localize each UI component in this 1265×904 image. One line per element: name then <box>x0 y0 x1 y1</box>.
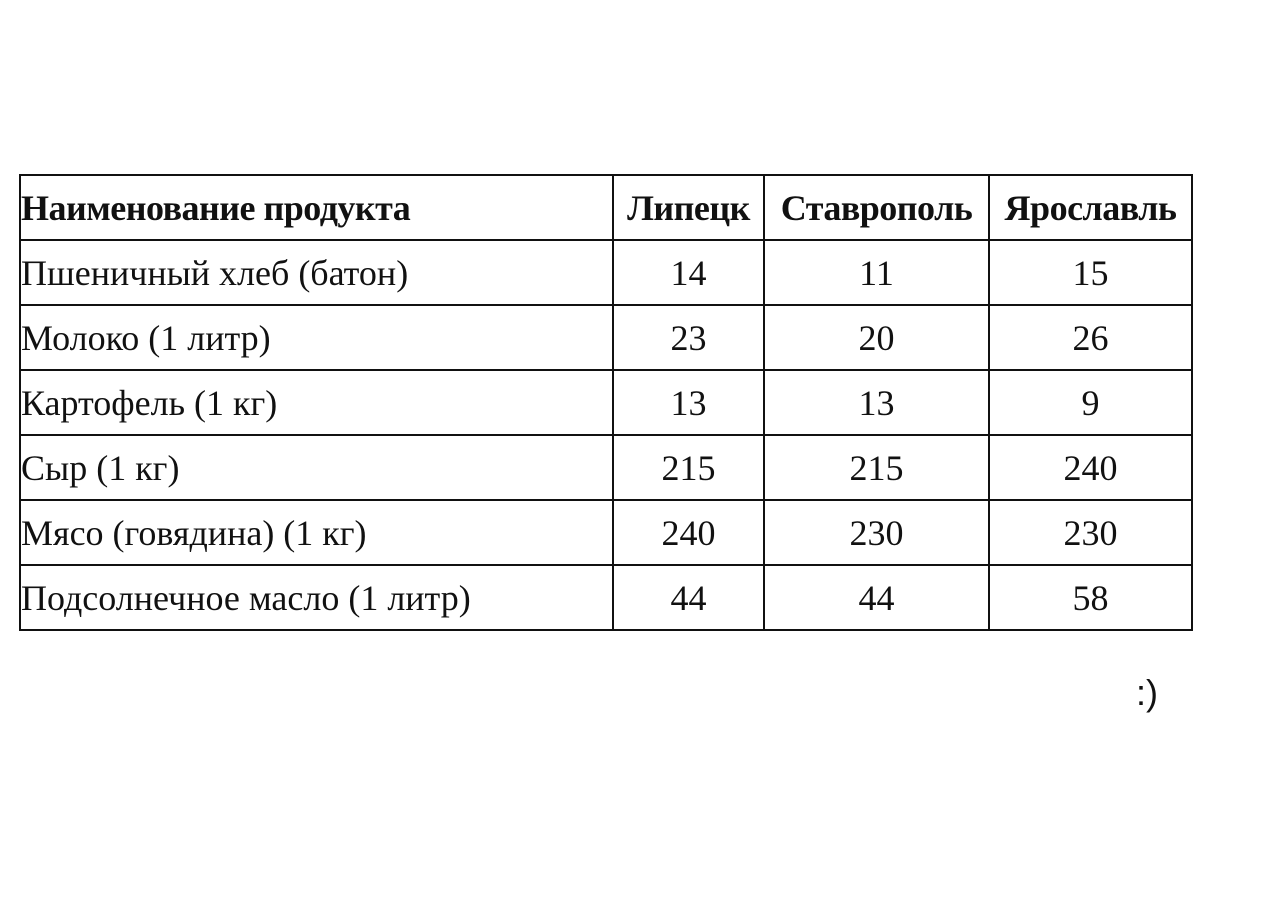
price-cell-yaroslavl: 230 <box>989 500 1192 565</box>
price-cell-yaroslavl: 240 <box>989 435 1192 500</box>
price-cell-yaroslavl: 15 <box>989 240 1192 305</box>
table-row <box>20 500 1192 565</box>
header-product-name: Наименование продукта <box>20 175 613 240</box>
header-city-lipetsk: Липецк <box>613 175 764 240</box>
product-name-cell: Мясо (говядина) (1 кг) <box>20 500 613 565</box>
table-row <box>20 565 1192 630</box>
table-row <box>20 305 1192 370</box>
price-cell-stavropol: 20 <box>764 305 989 370</box>
table-row <box>20 370 1192 435</box>
table-row <box>20 240 1192 305</box>
price-cell-stavropol: 230 <box>764 500 989 565</box>
product-name-cell: Подсолнечное масло (1 литр) <box>20 565 613 630</box>
price-cell-lipetsk: 14 <box>613 240 764 305</box>
price-cell-lipetsk: 215 <box>613 435 764 500</box>
header-city-stavropol: Ставрополь <box>764 175 989 240</box>
product-name-cell: Молоко (1 литр) <box>20 305 613 370</box>
price-cell-stavropol: 215 <box>764 435 989 500</box>
price-cell-lipetsk: 44 <box>613 565 764 630</box>
price-cell-yaroslavl: 9 <box>989 370 1192 435</box>
price-cell-lipetsk: 13 <box>613 370 764 435</box>
price-table <box>19 174 1193 631</box>
price-cell-lipetsk: 23 <box>613 305 764 370</box>
price-cell-stavropol: 44 <box>764 565 989 630</box>
price-cell-yaroslavl: 26 <box>989 305 1192 370</box>
product-name-cell: Картофель (1 кг) <box>20 370 613 435</box>
price-cell-stavropol: 13 <box>764 370 989 435</box>
smiley-annotation: :) <box>1136 672 1158 713</box>
price-cell-lipetsk: 240 <box>613 500 764 565</box>
price-cell-stavropol: 11 <box>764 240 989 305</box>
header-city-yaroslavl: Ярославль <box>989 175 1192 240</box>
product-name-cell: Пшеничный хлеб (батон) <box>20 240 613 305</box>
price-cell-yaroslavl: 58 <box>989 565 1192 630</box>
product-name-cell: Сыр (1 кг) <box>20 435 613 500</box>
table-row <box>20 435 1192 500</box>
table-header-row <box>20 175 1192 240</box>
